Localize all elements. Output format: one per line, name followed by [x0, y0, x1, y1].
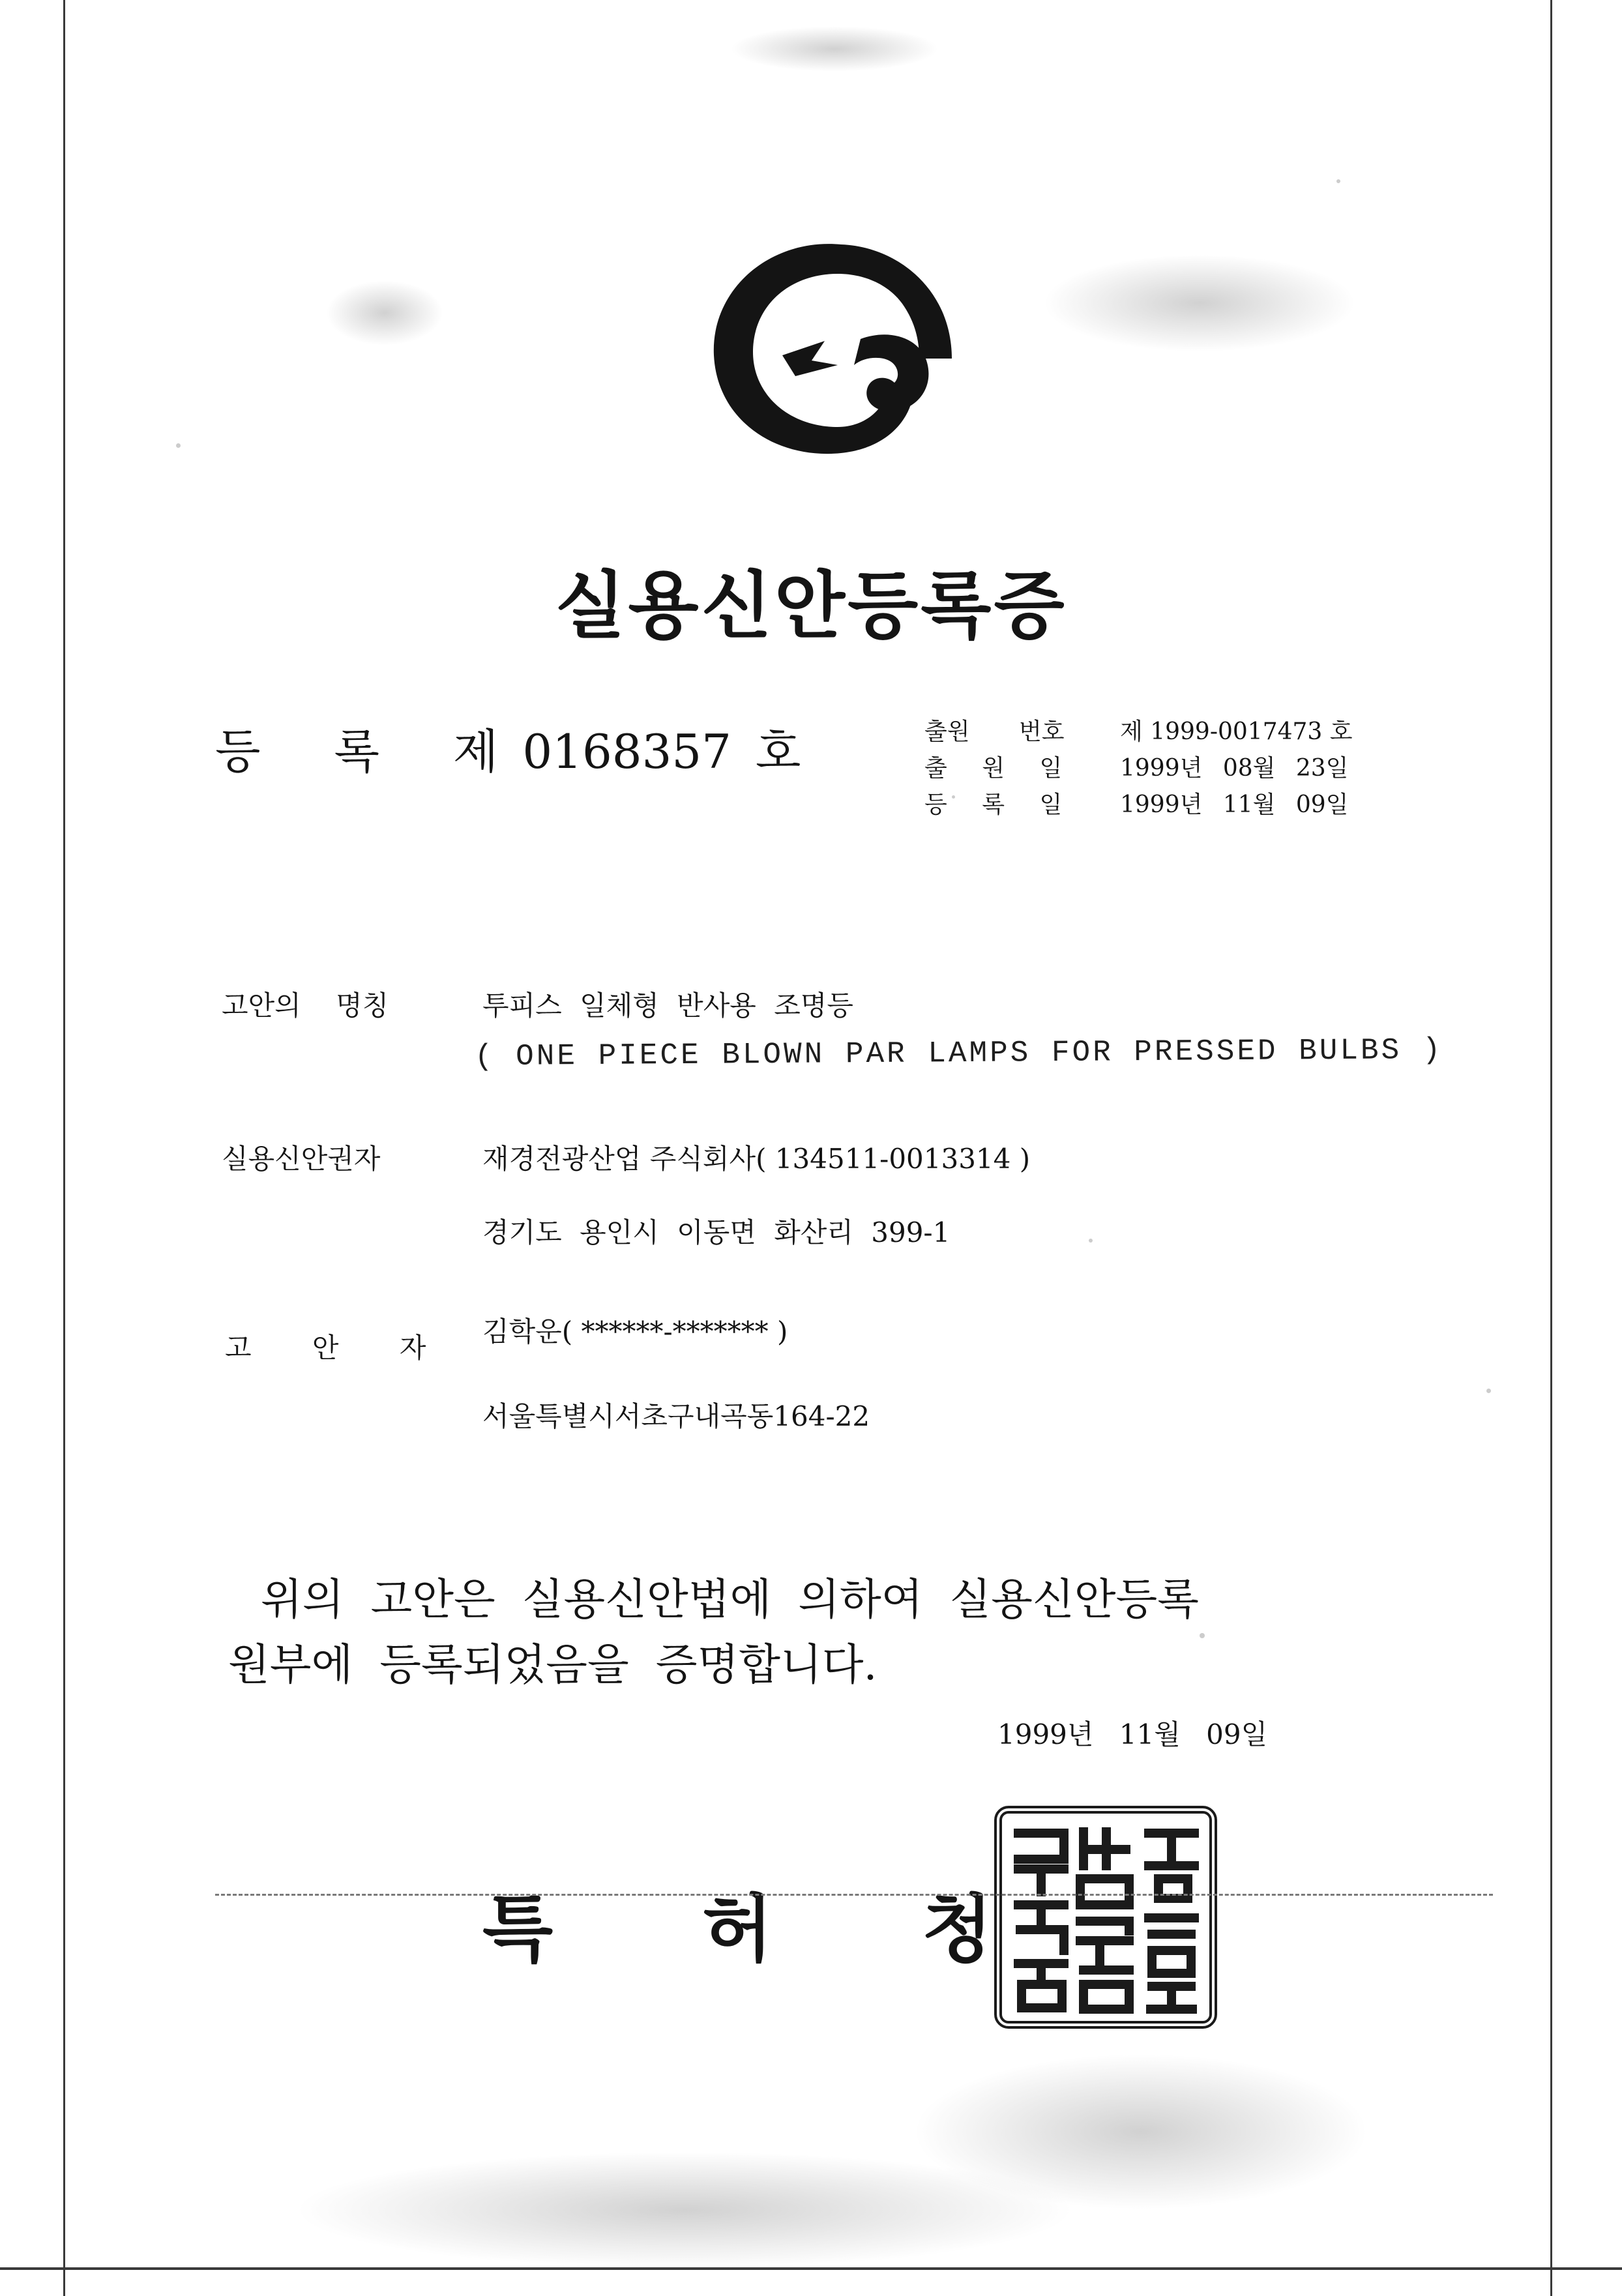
left-border-line [63, 0, 65, 2296]
certification-statement-line2: 원부에 등록되었음을 증명합니다. [228, 1640, 877, 1690]
application-number-row [924, 714, 1353, 750]
scan-speck [176, 443, 181, 448]
right-border-line [1550, 0, 1552, 2296]
registration-number: 0168357 [522, 724, 731, 779]
scan-smudge [293, 2151, 1076, 2269]
dashed-rule [215, 1894, 1493, 1900]
official-seal [994, 1806, 1217, 2029]
application-number-label: 출원 번호 [924, 718, 1065, 745]
handwritten-english-name: ( ONE PIECE BLOWN PAR LAMPS FOR PRESSED BULBS ) [474, 1033, 1443, 1074]
government-emblem [691, 231, 978, 466]
inventor-label: 고 안 자 [225, 1332, 426, 1364]
registration-number-line [215, 714, 801, 782]
application-date-label: 출 원 일 [924, 755, 1063, 782]
scan-smudge [326, 280, 443, 346]
issue-date: 1999년 11월 09일 [997, 1718, 1268, 1750]
emblem-inner-curl [854, 334, 928, 411]
application-details [924, 714, 1353, 823]
device-name-value: 투피스 일체형 반사용 조명등 [482, 990, 853, 1022]
registration-date-value: 1999년 11월 09일 [1120, 791, 1349, 818]
registration-date-label: 등 록 일 [924, 791, 1063, 818]
scan-speck [1089, 1239, 1093, 1243]
certification-statement-line1: 위의 고안은 실용신안법에 의하여 실용신안등록 [261, 1574, 1200, 1625]
registration-date-row [924, 787, 1353, 823]
scan-speck [1336, 179, 1340, 183]
registration-label: 등 록 제 [215, 724, 499, 779]
scan-speck [1200, 1633, 1205, 1638]
issuer-char-3: 청 [922, 1887, 993, 1972]
issuer-char-1: 특 [482, 1887, 553, 1972]
emblem-beak [782, 341, 838, 376]
seal-glyph-art [1002, 1814, 1209, 2021]
rights-holder-name: 재경전광산업 주식회사( 134511-0013314 ) [482, 1143, 1031, 1175]
application-number-value: 제 1999-0017473 호 [1120, 718, 1353, 745]
scan-speck [1486, 1389, 1491, 1393]
application-date-row [924, 750, 1353, 787]
inventor-name: 김학운( ******-******* ) [482, 1316, 788, 1347]
bottom-border-line [0, 2267, 1622, 2270]
scan-smudge [1043, 254, 1356, 352]
rights-holder-address: 경기도 용인시 이동면 화산리 399-1 [482, 1216, 951, 1248]
device-name-label: 고안의 명칭 [222, 990, 389, 1022]
scan-smudge [730, 26, 939, 72]
rights-holder-label: 실용신안권자 [222, 1143, 381, 1175]
registration-suffix: 호 [755, 724, 801, 779]
application-date-value: 1999년 08월 23일 [1120, 755, 1349, 782]
certificate-title: 실용신안등록증 [555, 564, 1067, 649]
issuer-name [482, 1871, 993, 1976]
issuer-char-2: 허 [702, 1887, 773, 1972]
inventor-address: 서울특별시서초구내곡동164-22 [482, 1400, 870, 1432]
